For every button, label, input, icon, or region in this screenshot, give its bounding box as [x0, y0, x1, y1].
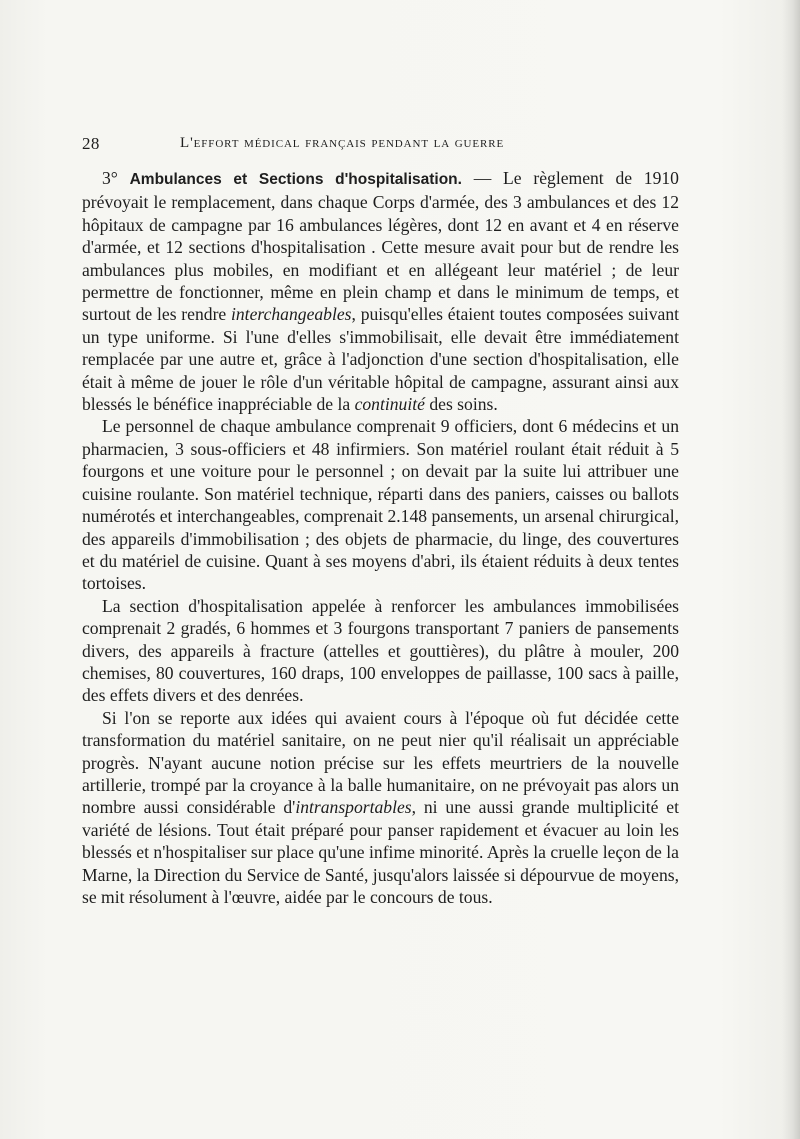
paragraph-section-hospitalisation: La section d'hospitalisation appelée à renforcer les ambulances immobilisées comprenait 2 gradés, 6 hommes et 3 fourgons transportant 7 paniers de pansements divers, des appareils à fracture (attelles et gouttières), du plâtre à mouler, 200 chemises, 80 couvertures, 160 draps, 100 enveloppes de paillasse, 100 sacs à paille, des effets divers et des denrées. — [82, 595, 679, 706]
italic-term: interchangeables — [231, 304, 352, 325]
running-head — [82, 134, 722, 156]
paragraph-ambulances — [82, 167, 679, 415]
paragraph-progres — [82, 707, 679, 909]
section-heading: Ambulances et Sections d'hospitalisation. — [129, 171, 462, 188]
paragraph-text: Le règlement de 1910 prévoyait le remplacement, dans chaque Corps d'armée, des 3 ambulances et des 12 hôpitaux de campagne par 16 ambulances légères, dont 12 en avant et 4 en réserve d'armée, et 12 sections d'hospitalisation . Cette mesure avait pour but de rendre les ambulances plus mobiles, en modifiant et en allégeant leur matériel ; de leur permettre de fonctionner, même en plein champ et dans le minimum de temps, et surtout de les rendre — [82, 168, 679, 325]
running-title: L'effort médical français pendant la guerre — [180, 135, 505, 151]
page-edge-shadow — [782, 0, 800, 1139]
section-number: 3° — [102, 168, 118, 188]
italic-term: continuité — [354, 394, 425, 415]
paragraph-text: , ni une aussi grande multiplicité et variété de lésions. Tout était préparé pour panser rapidement et évacuer au loin les blessés et n'hospitaliser sur place qu'une infime minorité. Après la cruelle leçon de la Marne, la Direction du Service de Santé, jusqu'alors laissée si dépourvue de moyens, se mit résolument à l'œuvre, aidée par le concours de tous. — [82, 797, 679, 907]
heading-dash: — — [461, 168, 504, 188]
italic-term: intransportables — [295, 797, 412, 818]
paragraph-text: des soins. — [424, 394, 498, 415]
paragraph-personnel: Le personnel de chaque ambulance comprenait 9 officiers, dont 6 médecins et un pharmacien, 3 sous-officiers et 48 infirmiers. Son matériel roulant était réduit à 5 fourgons et une voiture pour le personnel ; on devait par la suite lui attribuer une cuisine roulante. Son matériel technique, réparti dans des paniers, caisses ou ballots numérotés et interchangeables, comprenait 2.148 pansements, un arsenal chirurgical, des appareils d'immobilisation ; des objets de pharmacie, du linge, des couvertures et du matériel de cuisine. Quant à ses moyens d'abri, ils étaient réduits à deux tentes tortoises. — [82, 416, 679, 594]
paragraph-text: , puisqu'elles étaient toutes composées suivant un type uniforme. Si l'une d'elles s'immobilisait, elle devait être immédiatement remplacée par une autre et, grâce à l'adjonction d'une section d'hospitalisation, elle était à même de jouer le rôle d'un véritable hôpital de campagne, assurant ainsi aux blessés le bénéfice inappréciable de la — [82, 304, 680, 415]
paragraph-text: Si l'on se reporte aux idées qui avaient cours à l'époque où fut décidée cette transformation du matériel sanitaire, on ne peut nier qu'il réalisait un appréciable progrès. N'ayant aucune notion précise sur les effets meurtriers de la nouvelle artillerie, trompé par la croyance à la balle humanitaire, on ne prévoyait pas alors un nombre aussi considérable d' — [82, 707, 679, 818]
page-number: 28 — [82, 134, 100, 153]
body-text — [82, 167, 679, 908]
